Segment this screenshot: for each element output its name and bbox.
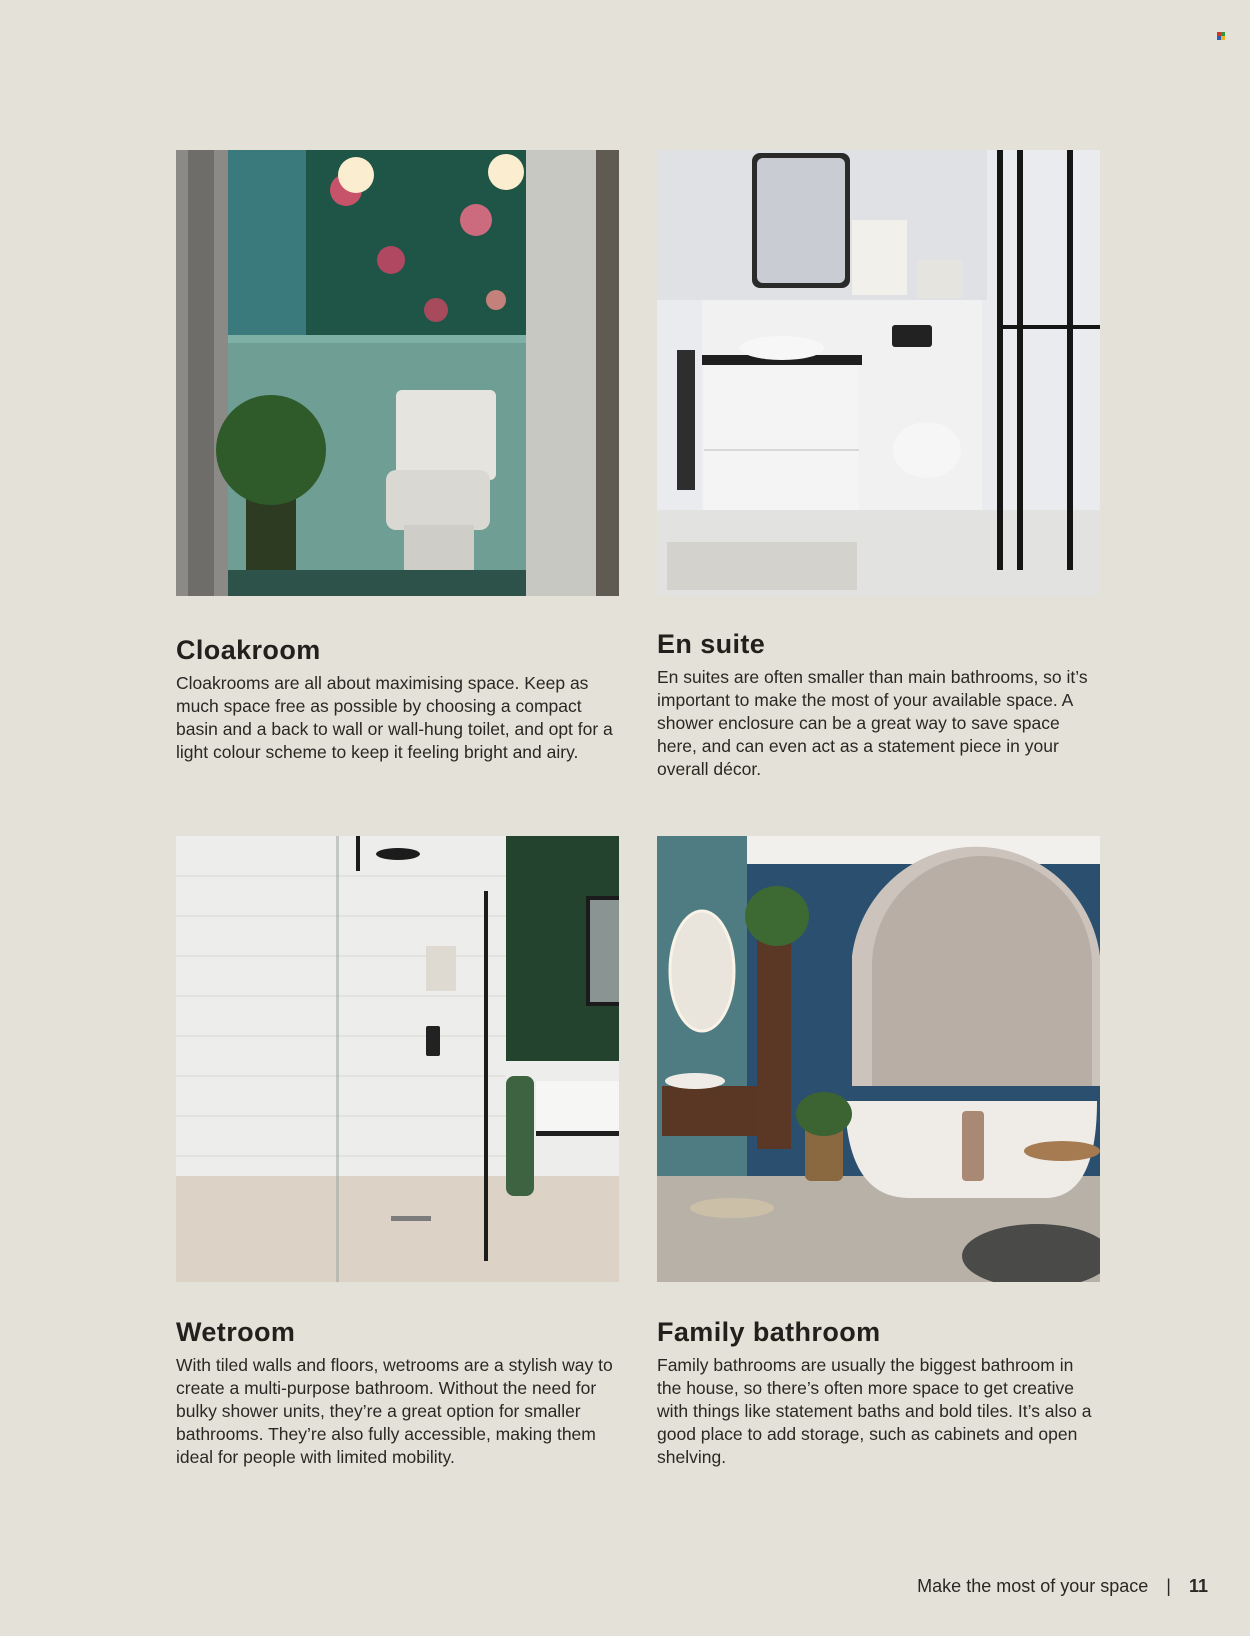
section-cloakroom	[176, 150, 619, 764]
section-ensuite	[657, 150, 1100, 781]
section-body: With tiled walls and floors, wetrooms are a stylish way to create a multi-purpose bathroom. Without the need for bulky shower units, they’re a great option for smaller bathrooms. They’re also fully accessible, making them ideal for people with limited mobility.	[176, 1355, 613, 1467]
family-bathroom-photo	[657, 836, 1100, 1282]
page-number: 11	[1188, 1576, 1208, 1596]
page-footer	[917, 1576, 1208, 1597]
section-body: Family bathrooms are usually the biggest bathroom in the house, so there’s often more space to get creative with things like statement baths and bold tiles. It’s also a good place to add storage, such as cabinets and open shelving.	[657, 1355, 1092, 1467]
section-title: Wetroom	[176, 1317, 296, 1347]
section-title: Family bathroom	[657, 1317, 881, 1347]
corner-logo-mark	[1217, 32, 1225, 40]
section-family-bathroom	[657, 836, 1100, 1469]
section-body: Cloakrooms are all about maximising space. Keep as much space free as possible by choosing a compact basin and a back to wall or wall-hung toilet, and opt for a light colour scheme to keep it feeling bright and airy.	[176, 673, 613, 762]
cloakroom-photo	[176, 150, 619, 596]
wetroom-photo	[176, 836, 619, 1282]
ensuite-photo	[657, 150, 1100, 596]
footer-separator: |	[1166, 1576, 1171, 1596]
section-title: En suite	[657, 629, 766, 659]
footer-caption: Make the most of your space	[917, 1576, 1149, 1596]
section-wetroom	[176, 836, 619, 1469]
section-title: Cloakroom	[176, 635, 321, 665]
section-body: En suites are often smaller than main bathrooms, so it’s important to make the most of your available space. A shower enclosure can be a great way to save space here, and can even act as a statement piece in your overall décor.	[657, 667, 1088, 779]
